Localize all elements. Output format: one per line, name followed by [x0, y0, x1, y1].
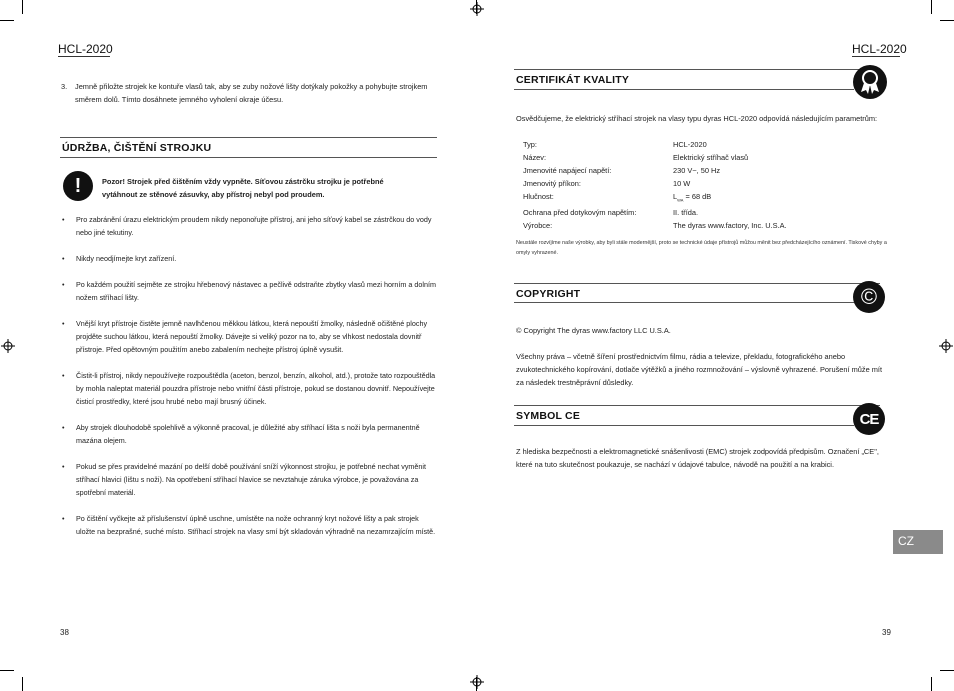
list-item: • Po každém použití sejměte ze strojku hřebenový nástavec a pečlivě odstraňte zbytky vlasů mezi horním a dolním nožem stříhací lišty. — [62, 278, 438, 304]
section-rule-top — [514, 69, 880, 70]
model-header: HCL-2020 — [852, 42, 907, 56]
copyright-icon: © — [853, 281, 885, 313]
page-number: 38 — [60, 628, 69, 637]
spec-value: HCL-2020 — [673, 140, 707, 149]
language-tab-label: CZ — [898, 534, 914, 548]
list-item: • Pro zabránění úrazu elektrickým proudem nikdy neponořujte přístroj, ani jeho síťový kabel se zástrčkou do vody nebo jiné tekutiny. — [62, 213, 438, 239]
registration-mark-icon — [470, 2, 484, 16]
registration-mark-icon — [939, 339, 953, 353]
spec-value: 10 W — [673, 179, 691, 188]
section-rule-bottom — [60, 157, 437, 158]
maintenance-list — [62, 213, 438, 551]
spec-label: Ochrana před dotykovým napětím: — [523, 208, 637, 218]
ce-mark-icon: CE — [853, 403, 885, 435]
cert-note: Neustále rozvíjíme naše výrobky, aby byli stále modernější, proto se technické údaje přístrojů můžou měnit bez předcházejícího oznámení. Tiskové chyby a omyly vyhrazené. — [516, 240, 887, 256]
section-rule-top — [60, 137, 437, 138]
list-item: • Nikdy neodjímejte kryt zařízení. — [62, 252, 438, 265]
list-item: • Pokud se přes pravidelné mazání po delší době používání sníží výkonnost strojku, je potřebné nechat vyměnit stříhací hlavici (lištu s noži). Na opotřebení stříhací hlavice se nevztahuje záruka výrobce, je považována za spotřební materiál. — [62, 460, 438, 499]
warning-text: Pozor! Strojek před čištěním vždy vypněte. Síťovou zástrčku strojku je potřebné vytáhnout ze stěnové zásuvky, aby přístroj nebyl pod proudem. — [102, 177, 384, 199]
spec-label: Název: — [523, 153, 547, 162]
spec-label: Výrobce: — [523, 221, 553, 231]
section-rule-bottom — [514, 89, 854, 90]
registration-mark-icon — [1, 339, 15, 353]
list-item: • Aby strojek dlouhodobě spolehlivě a výkonně pracoval, je důležité aby stříhací lišta s noži byla permanentně mazána olejem. — [62, 421, 438, 447]
ce-title: SYMBOL CE — [516, 410, 581, 422]
cert-title: CERTIFIKÁT KVALITY — [516, 74, 630, 86]
header-rule — [58, 56, 110, 57]
section-rule-top — [514, 405, 880, 406]
copyright-text: Všechny práva – včetně šíření prostřednictvím filmu, rádia a televize, překladu, fotografického anebo zvukotechnického kopírování, dotlače výtěžků a jiného rozmnožování – výslovně vyhrazené. Porušení může mít za následek trestněprávní důsledky. — [516, 352, 883, 387]
spec-value: $L_{WA} = 68$ dB — [673, 192, 712, 203]
spec-label: Jmenovité napájecí napětí: — [523, 166, 612, 175]
model-header: HCL-2020 — [58, 42, 113, 56]
spec-label: Hlučnost: — [523, 192, 554, 201]
list-item: • Vnější kryt přístroje čistěte jemně navlhčenou měkkou látkou, která nepouští žmolky, následně očištěné plochy projděte suchou látkou, která nepouští žmolky. Dávejte si veliký pozor na to, aby se vlhkost nedostala dovnitř přístroje. Před opětovným použitím anebo zabalením nechejte přístroj úplně vysušit. — [62, 317, 438, 356]
page-number: 39 — [882, 628, 891, 637]
spec-value: 230 V~, 50 Hz — [673, 166, 721, 175]
warning-icon: ! — [63, 171, 93, 201]
section-title: ÚDRŽBA, ČIŠTĚNÍ STROJKU — [62, 142, 212, 154]
spec-value: The dyras www.factory, Inc. U.S.A. — [673, 221, 787, 231]
cert-intro: Osvědčujeme, že elektrický stříhací strojek na vlasy typu dyras HCL-2020 odpovídá následujícím parametrům: — [516, 114, 878, 123]
header-rule — [852, 56, 900, 57]
intro-text: Jemně přiložte strojek ke kontuře vlasů tak, aby se zuby nožové lišty dotýkaly pokožky a pohybujte strojkem směrem dolů. Tímto dosáhnete jemného vyholení okraje účesu. — [75, 82, 428, 104]
section-rule-bottom — [514, 302, 854, 303]
list-item: • Čistit-li přístroj, nikdy nepoužívejte rozpouštědla (aceton, benzol, benzín, alkohol, atd.), protože tato rozpouštědla by mohla naleptat materiál pouzdra přístroje nebo vnitřní části přístroje, pokud se dostanou dovnitř. Nepoužívejte čisticí prostředky, které jsou hrubé nebo mají brusný účinek. — [62, 369, 438, 408]
spec-value: Elektrický stříhač vlasů — [673, 153, 749, 162]
copyright-title: COPYRIGHT — [516, 288, 581, 300]
section-rule-bottom — [514, 425, 854, 426]
section-rule-top — [514, 283, 880, 284]
list-item: • Po čištění vyčkejte až příslušenství úplně uschne, umístěte na nože ochranný kryt nožové lišty a pak strojek uložte na bezprašné, suché místo. Stříhací strojek na vlasy smí být skladován výhradně na nezamrzajícím místě. — [62, 512, 438, 538]
ce-text: Z hlediska bezpečnosti a elektromagnetické snášenlivosti (EMC) strojek zodpovídá předpisům. Označení „CE", které na tuto skutečnost poukazuje, se nachází v údajové tabulce, návodě na použití a na krabici. — [516, 447, 879, 469]
spec-table — [523, 138, 873, 232]
spec-label: Jmenovitý příkon: — [523, 179, 581, 188]
registration-mark-icon — [470, 675, 484, 689]
spec-label: Typ: — [523, 140, 537, 149]
intro-number: 3. — [61, 82, 68, 91]
spec-value: II. třída. — [673, 208, 699, 218]
copyright-line: © Copyright The dyras www.factory LLC U.S.A. — [516, 326, 671, 335]
quality-seal-icon — [852, 64, 888, 100]
